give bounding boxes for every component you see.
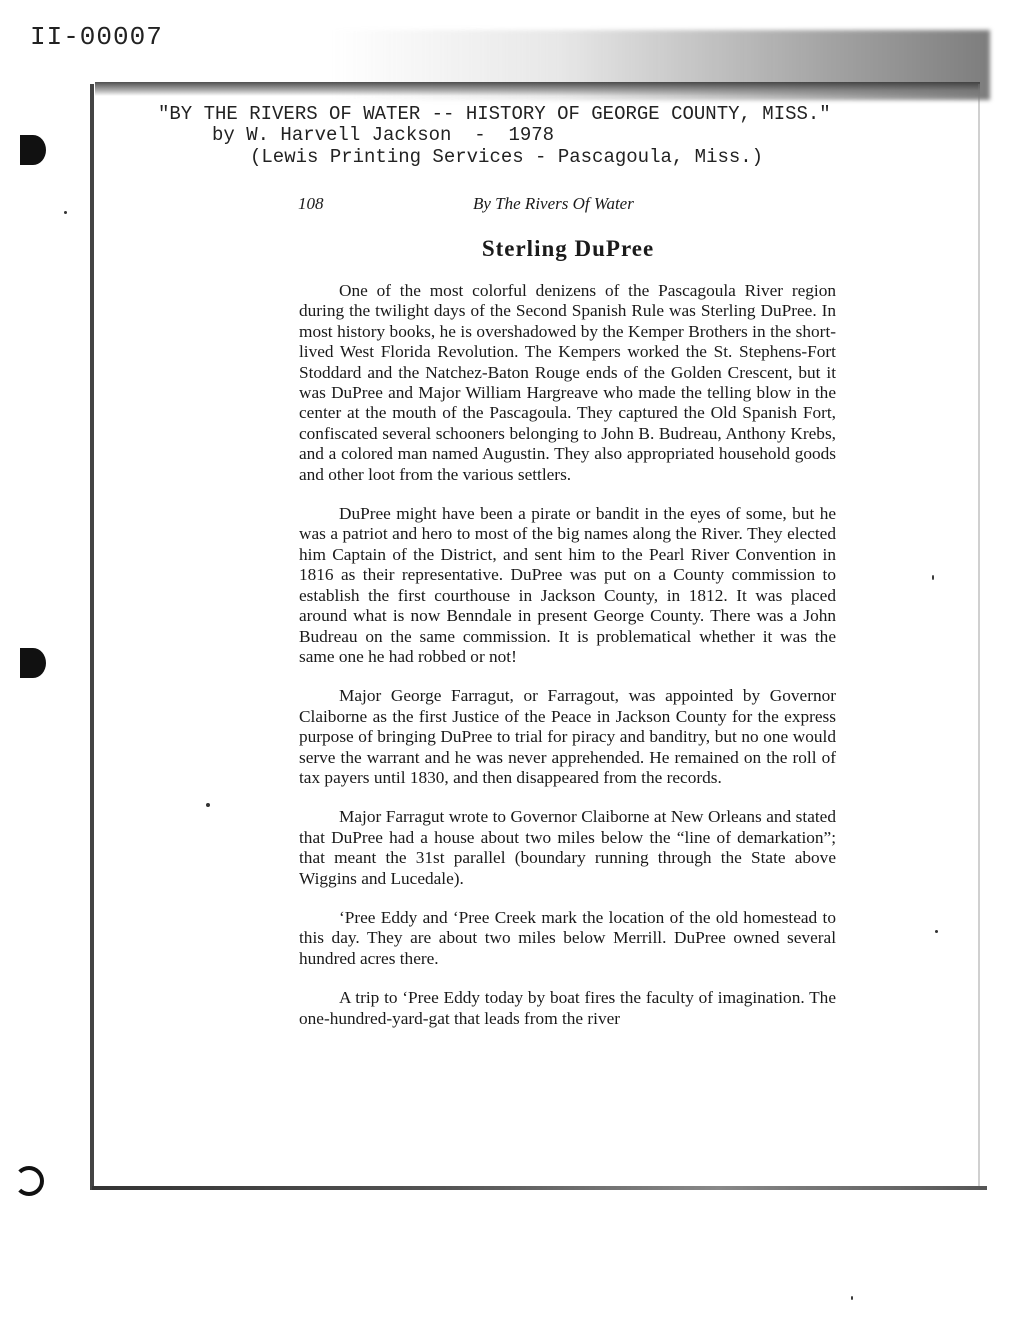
typed-citation-title: "BY THE RIVERS OF WATER -- HISTORY OF GEORGE COUNTY, MISS." xyxy=(158,103,831,125)
scan-speck xyxy=(935,930,938,933)
typed-citation-author: by W. Harvell Jackson - 1978 xyxy=(212,124,555,146)
scan-speck xyxy=(851,1296,853,1300)
binder-hole-middle xyxy=(20,648,46,678)
paragraph: DuPree might have been a pirate or bandit in the eyes of some, but he was a patriot and hero to most of the big names along the River. They elected him Captain of the District, and sent him to the Pearl River Convention in 1816 as their representative. DuPree was put on a County commission to establish the first courthouse in Jackson County, in 1812. It was placed around what is now Benndale in present George County. There was a John Budreau on the same commission. It is problematical whether it was the same one he had robbed or not! xyxy=(299,504,836,666)
binder-hole-bottom xyxy=(14,1166,44,1196)
body-text xyxy=(299,281,836,1048)
paragraph: A trip to ‘Pree Eddy today by boat fires the faculty of imagination. The one-hundred-yard-gat that leads from the river xyxy=(299,988,836,1028)
archive-stamp: II-00007 xyxy=(30,22,163,52)
page-border-top xyxy=(95,82,980,96)
scan-speck xyxy=(64,211,67,214)
book-title: By The Rivers Of Water xyxy=(473,194,634,213)
scan-speck xyxy=(206,803,210,807)
page-border-bottom xyxy=(92,1186,987,1190)
chapter-title: Sterling DuPree xyxy=(481,236,655,261)
running-head xyxy=(298,194,838,216)
paragraph: Major Farragut wrote to Governor Claiborne at New Orleans and stated that DuPree had a house about two miles below the “line of demarkation”; that meant the 31st parallel (boundary running through the State above Wiggins and Lucedale). xyxy=(299,807,836,888)
page-border-left xyxy=(90,84,94,1190)
page-border-right xyxy=(978,84,980,1188)
scan-speck xyxy=(932,575,934,580)
paragraph: One of the most colorful denizens of the Pascagoula River region during the twilight days of the Second Spanish Rule was Sterling DuPree. In most history books, he is overshadowed by the Kemper Brothers in the short-lived West Florida Revolution. The Kempers worked the St. Stephens-Fort Stoddard and the Natchez-Baton Rouge ends of the Golden Crescent, but it was DuPree and Major William Hargreave who made the telling blow in the center at the mouth of the Pascagoula. They captured the Old Spanish Fort, confiscated several schooners belonging to John B. Budreau, Anthony Krebs, and a colored man named Augustin. They also appropriated household goods and other loot from the various settlers. xyxy=(299,281,836,484)
page-number: 108 xyxy=(298,194,324,213)
paragraph: Major George Farragut, or Farragout, was appointed by Governor Claiborne as the first Justice of the Peace in Jackson County for the express purpose of bringing DuPree to trial for piracy and banditry, but no one would serve the warrant and he was never apprehended. He remained on the roll of tax payers until 1830, and then disappeared from the records. xyxy=(299,686,836,787)
typed-citation-publisher: (Lewis Printing Services - Pascagoula, Miss.) xyxy=(250,146,764,168)
paragraph: ‘Pree Eddy and ‘Pree Creek mark the location of the old homestead to this day. They are about two miles below Merrill. DuPree owned several hundred acres there. xyxy=(299,907,836,968)
binder-hole-top xyxy=(20,135,46,165)
